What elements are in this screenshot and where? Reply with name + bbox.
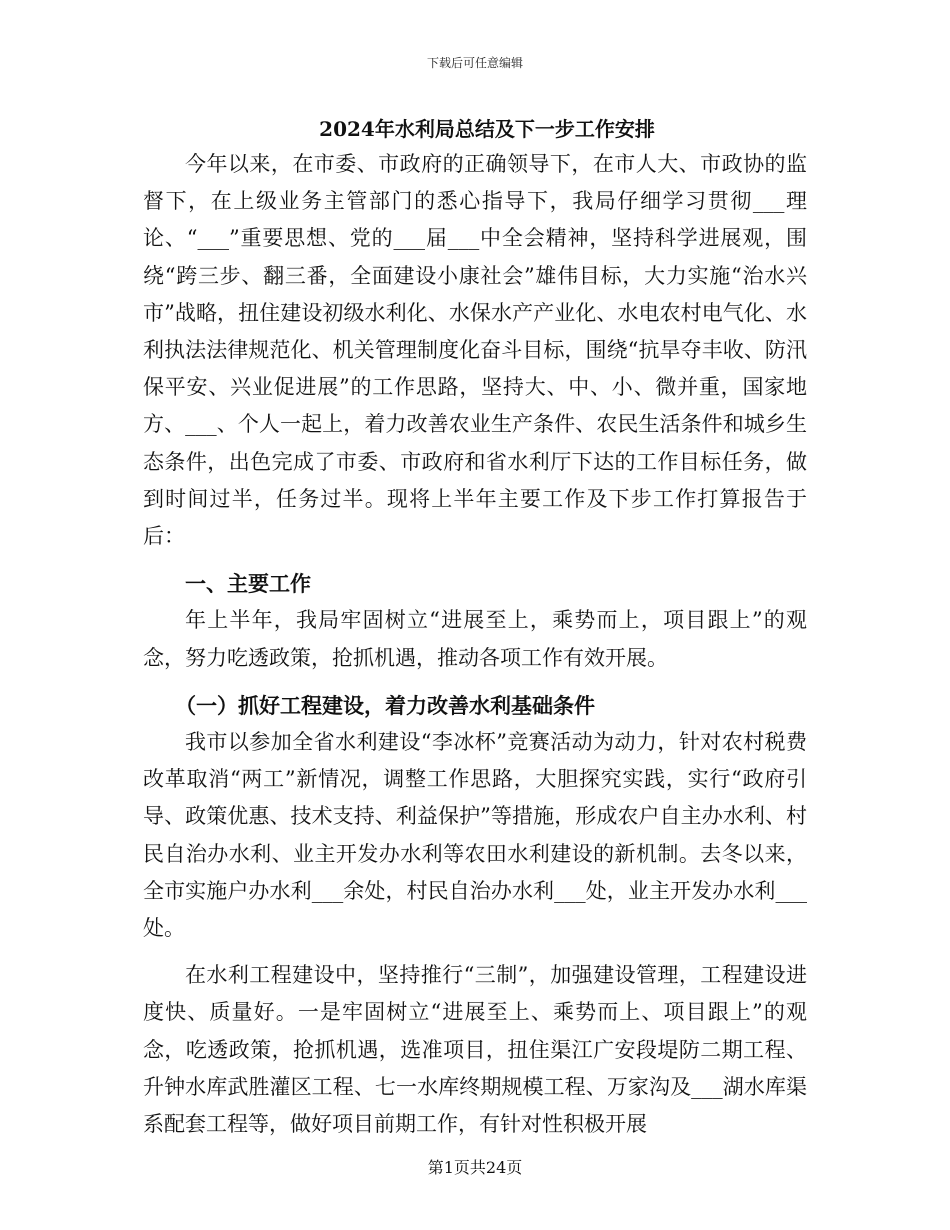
paragraph-intro: 今年以来，在市委、市政府的正确领导下，在市人大、市政协的监督下，在上级业务主管部门的悉心指导下，我局仔细学习贯彻___理论、“___”重要思想、党的___届___中全会精神，坚持科学进展观，围绕“跨三步、翻三番，全面建设小康社会”雄伟目标，大力实施“治水兴市”战略，扭住建设初级水利化、水保水产产业化、水电农村电气化、水利执法法律规范化、机关管理制度化奋斗目标，围绕“抗旱夺丰收、防汛保平安、兴业促进展”的工作思路，坚持大、中、小、微并重，国家地方、___、个人一起上，着力改善农业生产条件、农民生活条件和城乡生态条件，出色完成了市委、市政府和省水利厅下达的工作目标任务，做到时间过半，任务过半。现将上半年主要工作及下步工作打算报告于后： [143,152,807,549]
paragraph-main-work-summary: 年上半年，我局牢固树立“进展至上，乘势而上，项目跟上”的观念，努力吃透政策，抢抓机遇，推动各项工作有效开展。 [143,608,807,670]
page-number-footer: 第1页共24页 [427,1158,523,1177]
paragraph-engineering-mechanism: 我市以参加全省水利建设“李冰杯”竞赛活动为动力，针对农村税费改革取消“两工”新情况，调整工作思路，大胆探究实践，实行“政府引导、政策优惠、技术支持、利益保护”等措施，形成农户自主办水利、村民自治办水利、业主开发办水利等农田水利建设的新机制。去冬以来，全市实施户办水利___余处，村民自治办水利___处，业主开发办水利___处。 [143,730,807,941]
section-heading-main-work: 一、主要工作 [185,571,311,597]
page-header-note: 下载后可任意编辑 [426,56,523,70]
subsection-heading-engineering: （一）抓好工程建设，着力改善水利基础条件 [175,692,595,718]
document-body [143,112,807,1143]
paragraph-engineering-management: 在水利工程建设中，坚持推行“三制”，加强建设管理，工程建设进度快、质量好。一是牢固树立“进展至上、乘势而上、项目跟上”的观念，吃透政策，抢抓机遇，选准项目，扭住渠江广安段堤防二期工程、升钟水库武胜灌区工程、七一水库终期规模工程、万家沟及___湖水库渠系配套工程等，做好项目前期工作，有针对性积极开展 [143,963,807,1137]
document-title: 2024年水利局总结及下一步工作安排 [319,117,655,141]
